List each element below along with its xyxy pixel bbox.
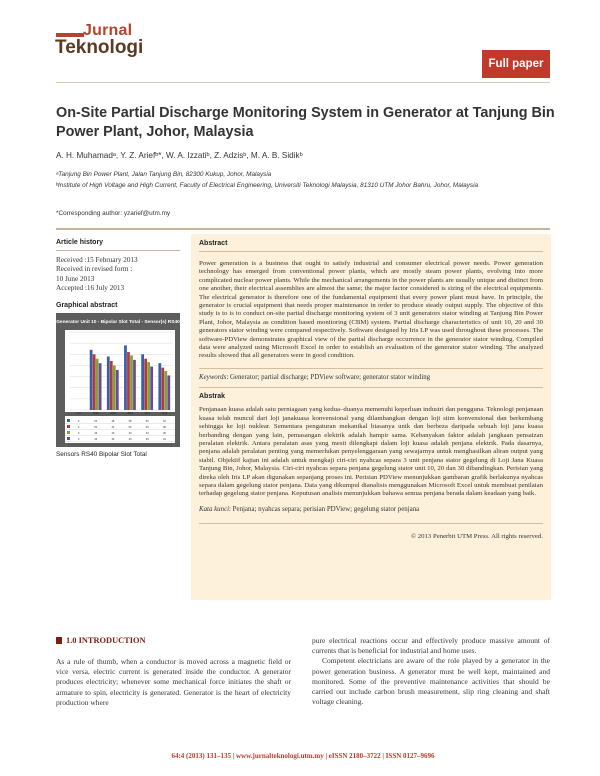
chart-bar bbox=[93, 354, 96, 410]
sidebar-divider bbox=[56, 250, 180, 251]
history-received: Received :15 February 2013 bbox=[56, 256, 138, 264]
chart-table-value: 45 bbox=[128, 438, 132, 441]
chart-table-value: 40 bbox=[111, 432, 115, 435]
chart-bar bbox=[110, 361, 113, 410]
chart-table-value: 42 bbox=[94, 438, 98, 441]
chart-bar bbox=[130, 355, 133, 410]
chart-table-value: 0 bbox=[77, 420, 80, 423]
chart-bar bbox=[147, 362, 150, 410]
page-footer: 64:4 (2013) 131–135 | www.jurnalteknologi.utm.my | eISSN 2180–3722 | ISSN 0127–9696 bbox=[171, 752, 435, 760]
intro-right-paragraph-1: pure electrical reactions occur and effectively produce massive amount of currents that is beneficial for industrial and home uses. bbox=[312, 636, 550, 656]
chart-table-value: 58 bbox=[128, 420, 132, 423]
copyright-notice: © 2013 Penerbit UTM Press. All rights reserved. bbox=[410, 533, 543, 541]
graphical-abstract-caption: Sensors RS40 Bipolar Slot Total bbox=[56, 451, 147, 458]
chart-tick-label: 2011 bbox=[144, 412, 151, 415]
chart-bar bbox=[107, 357, 110, 410]
chart-table-value: 42 bbox=[162, 420, 166, 423]
abstract-keywords bbox=[199, 374, 543, 382]
intro-right-paragraph-2: Competent electricians are aware of the role played by a generator in the power generation business. A generator must be well kept, maintained and monitored. Some of the preventive maintenance activities that should be carried out include carbon brush measurement, slip ring cleaning and shaft voltage cleaning. bbox=[312, 656, 550, 707]
chart-legend-swatch bbox=[67, 437, 70, 440]
chart-tick-label: 2008 bbox=[92, 412, 99, 415]
section-divider bbox=[56, 228, 550, 230]
chart-table-value: 50 bbox=[94, 426, 98, 429]
affiliation-a: ᵃTanjung Bin Power Plant, Jalan Tanjung Bin, 82300 Kukup, Johor, Malaysia bbox=[56, 171, 272, 178]
chart-tick-label: 2010 bbox=[127, 412, 133, 415]
chart-bar bbox=[164, 371, 167, 410]
journal-logo-line1: Jurnal bbox=[83, 22, 133, 39]
chart-table-value: 36 bbox=[111, 438, 115, 441]
chart-title: Generator Unit 10 - Bipolar Slot Total - Sensor(s) RS40 bbox=[56, 320, 180, 325]
chart-tick-label: Unit bbox=[76, 412, 81, 415]
abstract-heading: Abstract bbox=[199, 240, 228, 247]
chart-bar bbox=[144, 359, 147, 410]
chart-table-value: 31 bbox=[162, 438, 166, 441]
section-marker-icon bbox=[56, 637, 62, 644]
chart-legend-swatch bbox=[67, 431, 70, 434]
chart-table-value: 35 bbox=[162, 432, 166, 435]
graphical-abstract-heading: Graphical abstract bbox=[56, 302, 118, 310]
introduction-heading: 1.0 INTRODUCTION bbox=[66, 636, 146, 645]
chart-table-value: 46 bbox=[94, 432, 98, 435]
chart-tick-label: 2009 bbox=[110, 412, 116, 415]
chart-bar bbox=[90, 350, 93, 410]
corresponding-author: *Corresponding author: yzarief@utm.my bbox=[56, 210, 171, 217]
keywords-value: : Generator; partial discharge; PDView software; generator stator winding bbox=[226, 373, 431, 381]
chart-table-value: 50 bbox=[145, 420, 149, 423]
chart-table-value: 52 bbox=[128, 426, 132, 429]
chart-table-value: 38 bbox=[162, 426, 166, 429]
chart-svg bbox=[56, 313, 180, 447]
keywords-label: Keywords bbox=[199, 373, 227, 381]
introduction-left-column: As a rule of thumb, when a conductor is moved across a magnetic field or vice versa, electric current is generated inside the conductor. A generator produces electricity; whenever some mechanical force initiates the shaft or armature to spin, electricity is generated. Generator is the heart of electricity production where bbox=[56, 657, 291, 707]
kata-kunci-label: Kata kunci bbox=[199, 505, 230, 513]
chart-bar bbox=[158, 363, 161, 410]
chart-tick-label: 2012 bbox=[161, 412, 168, 415]
chart-bar bbox=[124, 345, 127, 410]
history-accepted: Accepted :16 July 2013 bbox=[56, 283, 125, 292]
history-revised: Received in revised form : bbox=[56, 265, 133, 274]
abstract-text: Power generation is a business that ought to satisfy industrial and consumer electrical power needs. Power generation technology has emerged from conventional power plants, which are mostly steam power plants, evolving into more complicated nuclear power plants. While the mechanical arrangements in the power plants are usually unique and distinct from one another, their electrical assemblies are almost the same; the major factor considered is sizing of the electrical equipments. The electrical generator is therefore one of the fundamental equipment that every power plant must have. In principle, the generator is crucial equipment that needs proper maintenance in order to produce steady output supply. The objective of this study is to is to conduct on-site partial discharge monitoring system of 3 unit generators stator winding at Tanjung Bin Power Plant, Johor, Malaysia as condition based monitoring (CBM) system. Partial discharge characteristics of unit 10, 20 and 30 generators stator winding were compared respectively. Software designed by Iris LP was used throughout these processes. The software-PDView demonstrates graphical view of the partial discharge occurrence in the generator stator winding. Compiled data were analyzed using Microsoft Excel in order to establish an evaluation of the generator stator winding. The analyzed results showed that all generators were in good condition. bbox=[199, 260, 543, 360]
chart-table-value: 43 bbox=[145, 432, 149, 435]
chart-bar bbox=[127, 352, 130, 410]
abstrak-text: Penjanaan kuasa adalah satu perniagaan yang kedua–duanya memenuhi keperluan industri dan pengguna. Teknologi penjanaan kuasa telah muncul dari loji janakuasa konvensional yang dilambangkan dengan loji stim konvensional dan berkembang sehingga ke loji nuklear. Sementara pengaturan mekanikal biasanya unik dan berbeza daripada sebuah loji jana kuasa berbanding dengan yang lain, pemasangan elektrik adalah hampir sama. Kebanyakan faktor adalah jangkaan pensaizan peralatan elektrik. Antara peralatan asas yang mesti dilengkapi dalam loji kuasa adalah penjana elektrik. Pada dasarnya, penjana adalah peralatan penting yang memerlukan penyelenggaraan yang sewajarnya untuk menghasilkan aliran output yang stabil. Objektif kajian ini adalah untuk mengkaji ciri-ciri nyahcas separa 3 unit penjana stator gegelung di Loji Jana Kuasa Tanjung Bin, Johor, Malaysia. Ciri-ciri nyahcas separa penjana gegelung stator unit 10, 20 dan 30 dibandingkan. Perisian yang direka oleh Iris LP akan digunakan sepanjang proses ini. Perisian PDView menunjukkan gambaran grafik berlakunya nyahcas separa dalam gegelung stator penjana. Data yang dikumpul dianalisis menggunakan Microsoft Excel untuk membuat penilaian terhadap gegelung stator penjana. Keputusan analisis menunjukkan bahawa semua penjana berada dalam keadaan yang baik. bbox=[199, 406, 543, 498]
chart-table-value: 54 bbox=[94, 420, 98, 423]
chart-table-value: 48 bbox=[111, 420, 115, 423]
introduction-right-column bbox=[312, 636, 550, 707]
abstract-keywords-divider bbox=[199, 368, 543, 369]
chart-bar bbox=[133, 360, 136, 410]
history-revised-date: 10 June 2013 bbox=[56, 274, 95, 283]
chart-table-value: 39 bbox=[145, 438, 149, 441]
chart-bar bbox=[167, 375, 170, 410]
abstract-divider bbox=[199, 251, 543, 252]
abstrak-keywords bbox=[199, 506, 543, 514]
paper-title: On-Site Partial Discharge Monitoring System in Generator at Tanjung Bin Power Plant, Johor, Malaysia bbox=[56, 105, 555, 140]
abstract-box bbox=[191, 234, 551, 600]
abstrak-heading: Abstrak bbox=[199, 393, 226, 401]
chart-bar bbox=[96, 359, 99, 410]
affiliation-b: ᵇInstitute of High Voltage and High Current, Faculty of Electrical Engineering, Universiti Teknologi Malaysia, 81310 UTM Johor Bahru, Johor, Malaysia bbox=[56, 182, 479, 189]
header-divider bbox=[56, 82, 550, 83]
chart-legend-swatch bbox=[67, 419, 70, 422]
chart-table-value: 46 bbox=[145, 426, 149, 429]
journal-logo-line2: Teknologi bbox=[55, 37, 144, 58]
chart-bar bbox=[150, 367, 153, 410]
chart-bar bbox=[113, 365, 116, 410]
kata-kunci-value: : Penjana; nyahcas separa; perisian PDView; gegelung stator penjana bbox=[229, 505, 420, 513]
chart-table-value: 0 bbox=[77, 438, 80, 441]
abstrak-divider bbox=[199, 387, 543, 388]
chart-legend-swatch bbox=[67, 425, 70, 428]
chart-table-value: 44 bbox=[111, 426, 115, 429]
chart-bar bbox=[99, 363, 102, 410]
chart-table-value: 0 bbox=[77, 426, 80, 429]
author-list: A. H. Muhamadᵃ, Y. Z. Ariefᵇ*, W. A. Izzatiᵇ, Z. Adzisᵇ, M. A. B. Sidikᵇ bbox=[56, 151, 303, 160]
article-history-heading: Article history bbox=[56, 239, 104, 246]
graphical-abstract-chart bbox=[56, 313, 180, 447]
copyright-divider bbox=[199, 523, 543, 524]
chart-bar bbox=[116, 370, 119, 410]
chart-bar bbox=[141, 354, 144, 410]
chart-table-value: 49 bbox=[128, 432, 132, 435]
full-paper-badge: Full paper bbox=[482, 50, 550, 78]
chart-table-value: 0 bbox=[77, 432, 80, 435]
chart-bar bbox=[161, 368, 164, 410]
